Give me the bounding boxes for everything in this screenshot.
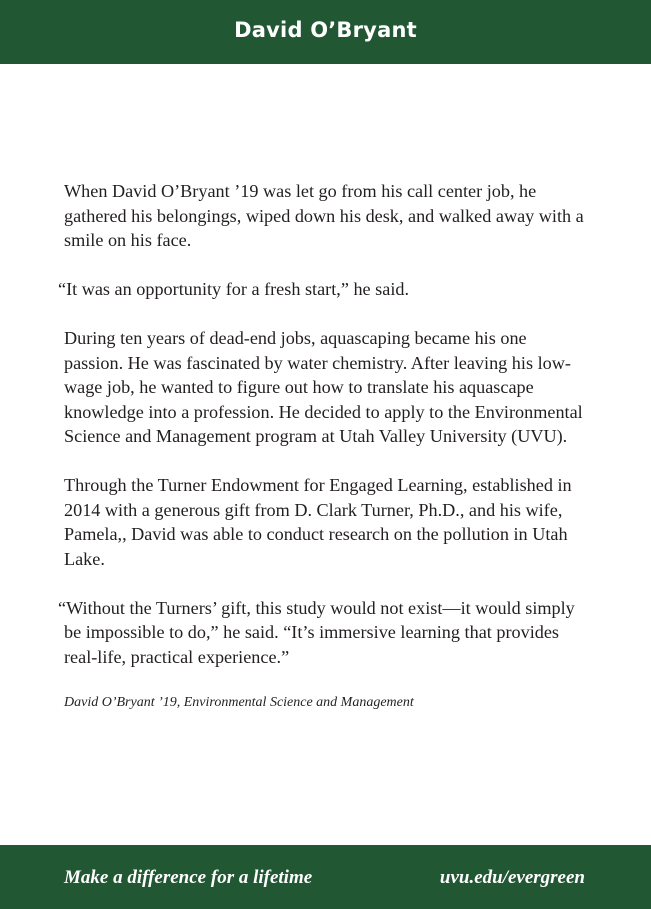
- footer-tagline: Make a difference for a lifetime: [64, 867, 313, 888]
- footer-url-link[interactable]: uvu.edu/evergreen: [439, 867, 585, 888]
- quote-turners-gift: “Without the Turners’ gift, this study would not exist—it would simply be impossible to do,” he said. “It’s immersive learning that provides real-life, practical experience.”: [58, 597, 575, 667]
- page-title: David O’Bryant: [234, 18, 417, 42]
- footer-banner: [0, 845, 651, 909]
- quote-fresh-start: “It was an opportunity for a fresh start,” he said.: [58, 279, 410, 299]
- attribution: David O’Bryant ’19, Environmental Science and Management: [64, 694, 414, 710]
- article-body: [58, 179, 588, 712]
- header-banner: [0, 0, 651, 64]
- paragraph-endowment: Through the Turner Endowment for Engaged Learning, established in 2014 with a generous gift from D. Clark Turner, Ph.D., and his wife, Pamela,, David was able to conduct research on the pollution in Utah Lake.: [64, 475, 572, 569]
- paragraph-intro: When David O’Bryant ’19 was let go from his call center job, he gathered his belongings, wiped down his desk, and walked away with a smile on his face.: [64, 181, 584, 250]
- paragraph-background: During ten years of dead-end jobs, aquascaping became his one passion. He was fascinated by water chemistry. After leaving his low-wage job, he wanted to figure out how to translate his aquascape knowledge into a profession. He decided to apply to the Environmental Science and Management program at Utah Valley University (UVU).: [64, 328, 583, 446]
